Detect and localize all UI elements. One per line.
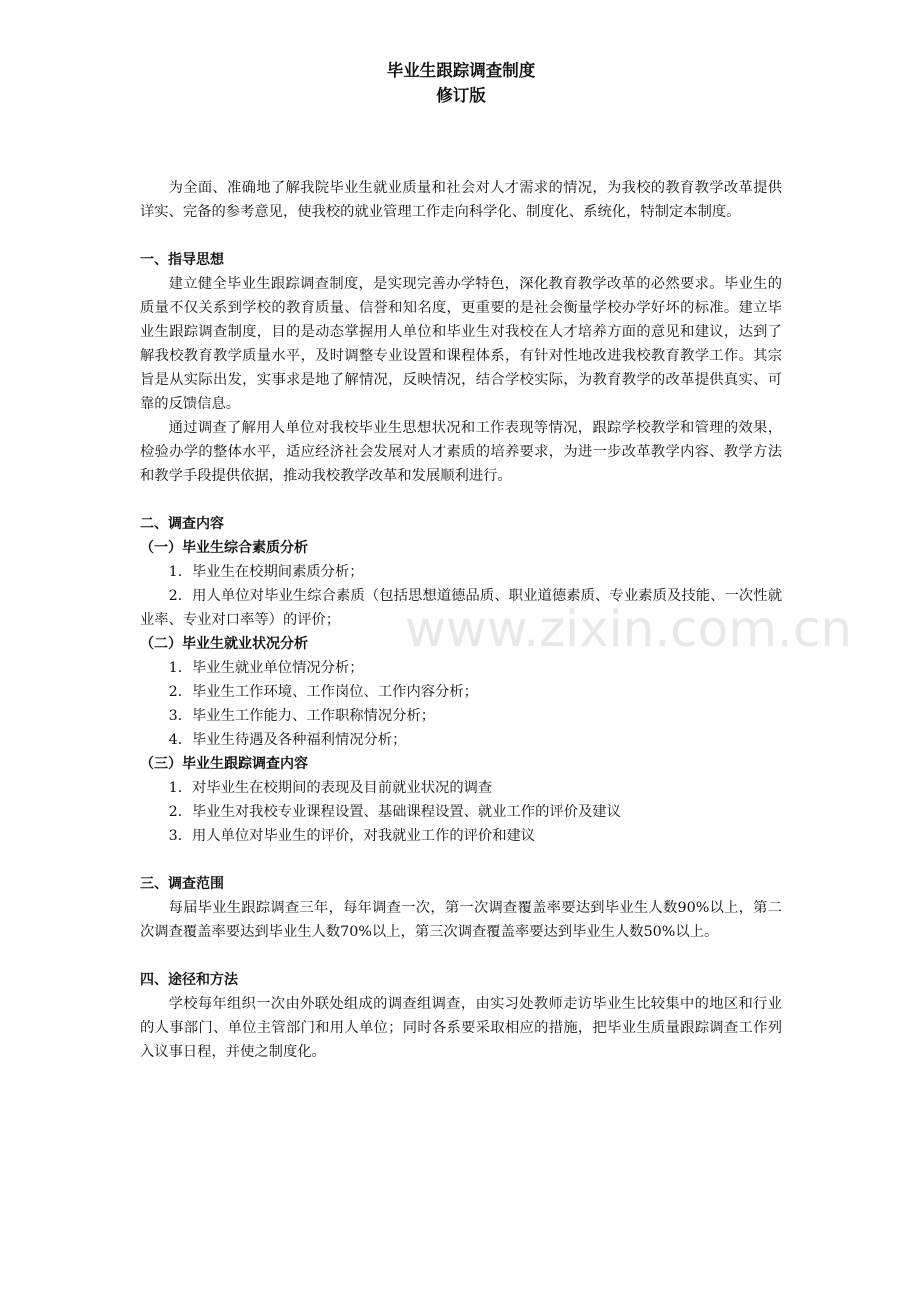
- subsection-heading: （一）毕业生综合素质分析: [140, 540, 308, 556]
- section-survey-scope: [140, 872, 782, 944]
- list-item: 2．毕业生工作环境、工作岗位、工作内容分析；: [168, 684, 478, 700]
- list-item: 2．用人单位对毕业生综合素质（包括思想道德品质、职业道德素质、专业素质及技能、一次性就业率、专业对口率等）的评价；: [140, 588, 782, 628]
- subsection-heading: （三）毕业生跟踪调查内容: [140, 756, 308, 772]
- list-item: 1．对毕业生在校期间的表现及目前就业状况的调查: [168, 780, 493, 796]
- section-heading: 三、调查范围: [140, 876, 224, 892]
- section-paragraph: 学校每年组织一次由外联处组成的调查组调查，由实习处教师走访毕业生比较集中的地区和行业的人事部门、单位主管部门和用人单位；同时各系要采取相应的措施，把毕业生质量跟踪调查工作列入议事日程，并使之制度化。: [140, 996, 782, 1060]
- section-heading: 二、调查内容: [140, 516, 224, 532]
- section-heading: 一、指导思想: [140, 252, 224, 268]
- section-survey-content: [140, 512, 782, 848]
- section-paragraph: 建立健全毕业生跟踪调查制度，是实现完善办学特色，深化教育教学改革的必然要求。毕业生的质量不仅关系到学校的教育质量、信誉和知名度，更重要的是社会衡量学校办学好坏的标准。建立毕业生跟踪调查制度，目的是动态掌握用人单位和毕业生对我校在人才培养方面的意见和建议，达到了解我校教育教学质量水平，及时调整专业设置和课程体系，有针对性地改进我校教育教学工作。其宗旨是从实际出发，实事求是地了解情况，反映情况，结合学校实际，为教育教学的改革提供真实、可靠的反馈信息。: [140, 276, 782, 412]
- subsection-heading: （二）毕业生就业状况分析: [140, 636, 308, 652]
- list-item: 1．毕业生在校期间素质分析；: [168, 564, 364, 580]
- section-paragraph: 每届毕业生跟踪调查三年，每年调查一次，第一次调查覆盖率要达到毕业生人数90%以上，第二次调查覆盖率要达到毕业生人数70%以上，第三次调查覆盖率要达到毕业生人数50%以上。: [140, 900, 782, 940]
- intro-paragraph: 为全面、准确地了解我院毕业生就业质量和社会对人才需求的情况，为我校的教育教学改革提供详实、完备的参考意见，使我校的就业管理工作走向科学化、制度化、系统化，特制定本制度。: [140, 180, 782, 220]
- list-item: 4．毕业生待遇及各种福利情况分析；: [168, 732, 407, 748]
- document-title: 毕业生跟踪调查制度: [386, 61, 536, 80]
- section-guiding-ideology: [140, 248, 782, 488]
- section-paragraph: 通过调查了解用人单位对我校毕业生思想状况和工作表现等情况，跟踪学校教学和管理的效果，检验办学的整体水平，适应经济社会发展对人才素质的培养要求，为进一步改革教学内容、教学方法和教学手段提供依据，推动我校教学改革和发展顺利进行。: [140, 420, 782, 484]
- document-subtitle: 修订版: [436, 86, 486, 105]
- list-item: 1．毕业生就业单位情况分析；: [168, 660, 364, 676]
- list-item: 2．毕业生对我校专业课程设置、基础课程设置、就业工作的评价及建议: [168, 804, 621, 820]
- section-heading: 四、途径和方法: [140, 972, 238, 988]
- list-item: 3．毕业生工作能力、工作职称情况分析；: [168, 708, 436, 724]
- document-page: [140, 58, 782, 1064]
- watermark: www.zixin.com.cn: [405, 600, 853, 658]
- section-methods: [140, 968, 782, 1064]
- list-item: 3．用人单位对毕业生的评价，对我就业工作的评价和建议: [168, 828, 536, 844]
